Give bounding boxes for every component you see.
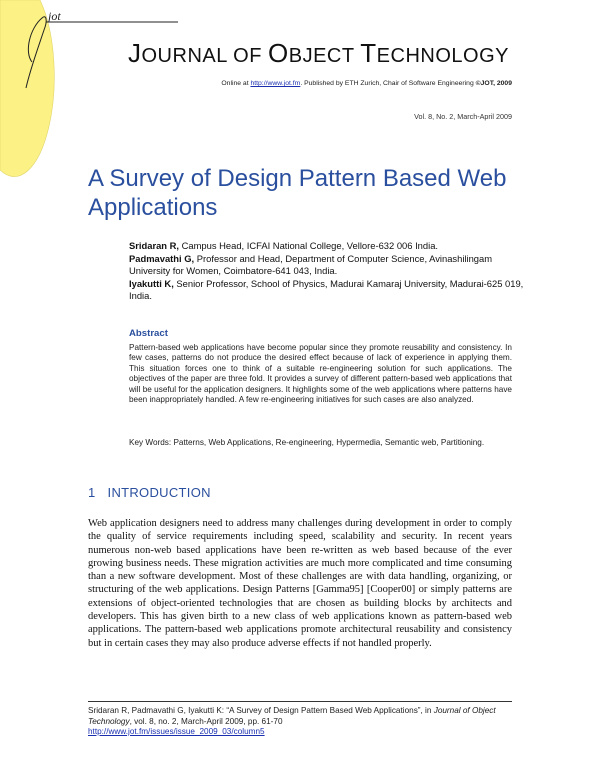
author-entry: Sridaran R, Campus Head, ICFAI National College, Vellore-632 006 India. — [129, 240, 439, 251]
abstract-text: Pattern-based web applications have become popular since they promote reusability and consistency. In few cases, patterns do not produce the desired effect because of lack of experience in applying them. This situation forces one to think of a suitable re-engineering solution for such applications. The objectives of the paper are three fold. It provides a survey of different pattern-based web applications that will be useful for the application designers. It highlights some of the web applications where patterns have been inappropriately handled. A few re-engineering initiatives for such cases are also analyzed. — [129, 343, 512, 405]
citation-footer: Sridaran R, Padmavathi G, Iyakutti K: “A Survey of Design Pattern Based Web Applications”, in Journal of Object Technology, vol. 8, no. 2, March-April 2009, pp. 61-70 http://www.jot.fm/issues/issue_2009_03/column5 — [88, 706, 496, 736]
author-list — [129, 240, 529, 303]
keywords: Key Words: Patterns, Web Applications, Re-engineering, Hypermedia, Semantic web, Partitioning. — [129, 438, 485, 447]
article-url-link[interactable]: http://www.jot.fm/issues/issue_2009_03/column5 — [88, 727, 265, 736]
journal-name: JOURNAL OF OBJECT TECHNOLOGY — [128, 38, 509, 68]
section-heading — [88, 485, 211, 500]
copyright: ©JOT, 2009 — [475, 80, 512, 87]
publication-info: Online at http://www.jot.fm. Published by ETH Zurich, Chair of Software Engineering ©JOT, 2009 — [221, 80, 512, 87]
jot-logo — [0, 0, 185, 185]
section-title: INTRODUCTION — [107, 485, 211, 500]
introduction-paragraph: Web application designers need to address many challenges during development in order to comply the quality of service requirements including speed, scalability and security. In recent years numerous non-web based applications have been re-written as web based because of the ever growing business needs. These migration activities are much more complicated and time consuming than a new software development. Most of these challenges are with data handling, organizing, or structuring of the web applications. Design Patterns [Gamma95] [Cooper00] or simply patterns are extensions of object-oriented technologies that are chosen as building blocks by architects and developers. This has given birth to a new class of web applications known as pattern-based web applications. The pattern-based web applications promote architectural reusability and consistency but in certain cases they may also produce adverse effects if not handled properly. — [88, 518, 512, 649]
volume-info: Vol. 8, No. 2, March-April 2009 — [414, 112, 512, 121]
footer-divider — [88, 701, 512, 702]
logo-text: jot — [48, 9, 61, 23]
author-entry: Padmavathi G, Professor and Head, Department of Computer Science, Avinashilingam University for Women, Coimbatore-641 043, India. — [129, 252, 493, 277]
logo-yellow-disc — [0, 0, 54, 177]
journal-website-link[interactable]: http://www.jot.fm — [250, 80, 301, 87]
paper-title: A Survey of Design Pattern Based Web Applications — [88, 165, 507, 221]
author-entry: Iyakutti K, Senior Professor, School of Physics, Madurai Kamaraj University, Madurai-625 019, India. — [129, 277, 524, 302]
section-number: 1 — [88, 485, 96, 500]
abstract-heading: Abstract — [129, 328, 168, 339]
